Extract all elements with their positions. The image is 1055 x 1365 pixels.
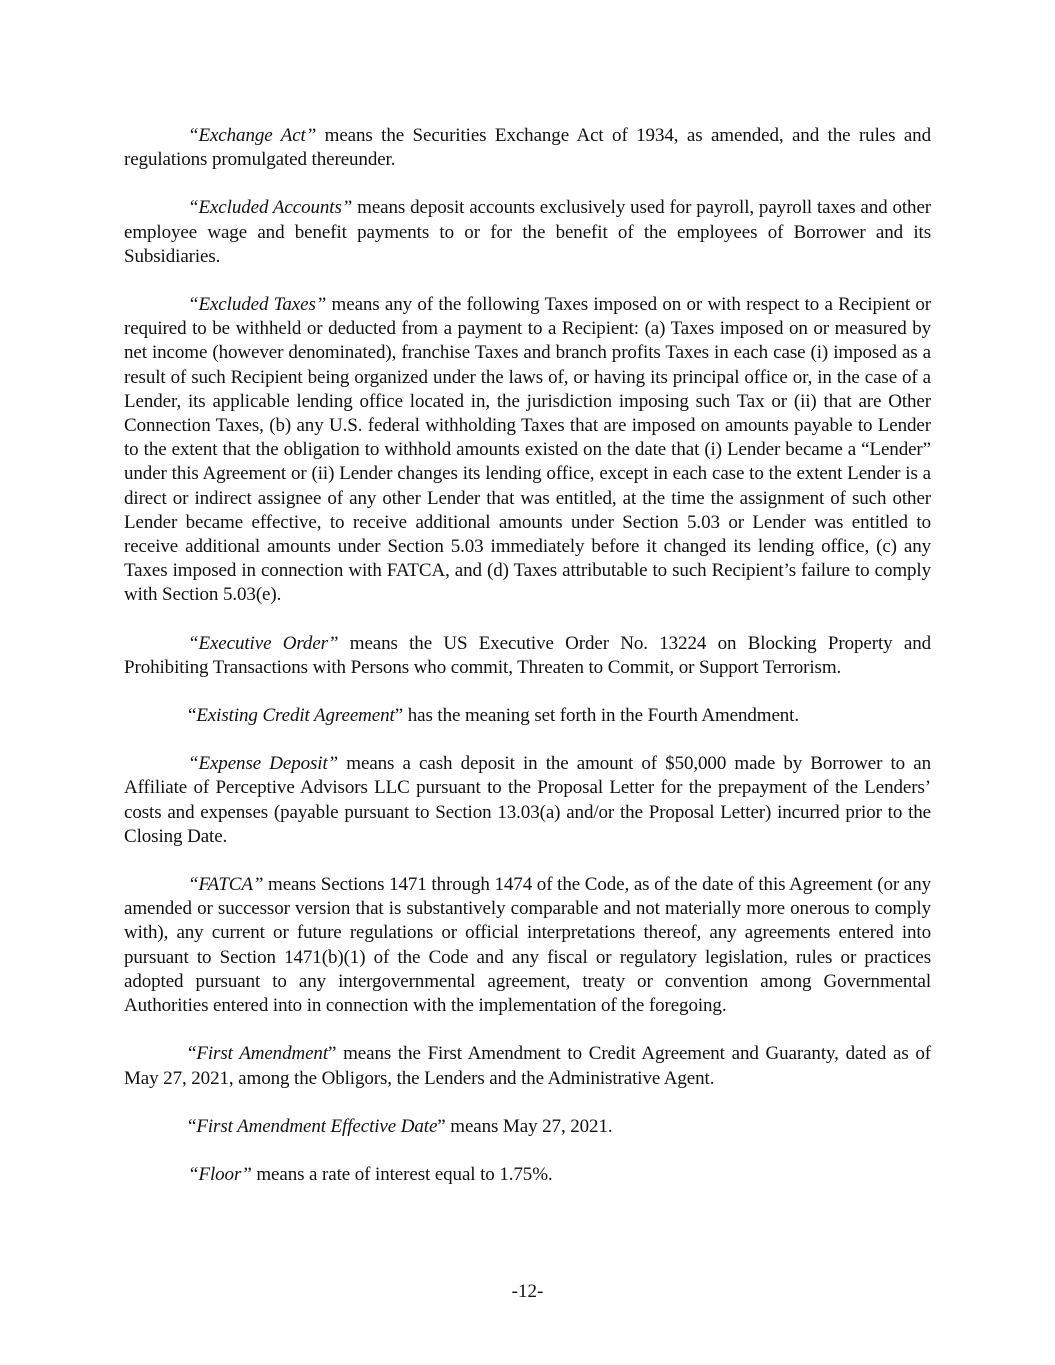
definition-text: means the Securities Exchange Act of 1934, as amended, and the rules and regulations promulgated thereunder. [124,125,931,171]
defined-term-open-quote: “ [188,125,199,146]
definition-text: means the First Amendment to Credit Agreement and Guaranty, dated as of May 27, 2021, among the Obligors, the Lenders and the Administrative Agent. [124,1043,931,1089]
definition-excluded-accounts [124,196,931,269]
definition-text: means any of the following Taxes imposed on or with respect to a Recipient or required to be withheld or deducted from a payment to a Recipient: (a) Taxes imposed on or measured by net income (however denominated), franchise Taxes and branch profits Taxes in each case (i) imposed as a result of such Recipient being organized under the laws of, or having its principal office or, in the case of a Lender, its applicable lending office located in, the jurisdiction imposing such Tax or (ii) that are Other Connection Taxes, (b) any U.S. federal withholding Taxes that are imposed on amounts payable to Lender to the extent that the obligation to withhold amounts existed on the date that (i) Lender became a “Lender” under this Agreement or (ii) Lender changes its lending office, except in each case to the extent Lender is a direct or indirect assignee of any other Lender that was entitled, at the time the assignment of such other Lender became effective, to receive additional amounts under Section 5.03 or Lender was entitled to receive additional amounts under Section 5.03 immediately before it changed its lending office, (c) any Taxes imposed in connection with FATCA, and (d) Taxes attributable to such Recipient’s failure to comply with Section 5.03(e). [124,294,931,606]
definition-text: has the meaning set forth in the Fourth Amendment. [403,705,800,727]
defined-term: First Amendment [196,1043,329,1065]
definition-text: means deposit accounts exclusively used for payroll, payroll taxes and other employee wage and benefit payments to or for the benefit of the employees of Borrower and its Subsidiaries. [124,197,931,267]
definition-text: means Sections 1471 through 1474 of the Code, as of the date of this Agreement (or any amended or successor version that is substantively comparable and not materially more onerous to comply with), any current or future regulations or official interpretations thereof, any agreements entered into pursuant to Section 1471(b)(1) of the Code and any fiscal or regulatory legislation, rules or practices adopted pursuant to any intergovernmental agreement, treaty or convention among Governmental Authorities entered into in connection with the implementation of the foregoing. [124,874,931,1017]
definition-first-amendment [124,1042,931,1090]
defined-term: Excluded Taxes” [198,294,327,316]
defined-term-close-quote: ” [328,1043,337,1065]
definition-expense-deposit [124,752,931,849]
defined-term: Expense Deposit” [198,753,339,775]
defined-term: FATCA” [198,874,264,896]
defined-term-open-quote: “ [188,197,199,219]
defined-term-open-quote: “ [188,1043,197,1065]
definition-text: means a rate of interest equal to 1.75%. [251,1163,553,1185]
defined-term-open-quote: “ [188,1115,197,1137]
defined-term-open-quote: “ [188,294,199,316]
definition-floor [124,1163,931,1187]
defined-term: Exchange Act” [198,125,317,146]
definition-executive-order [124,632,931,680]
defined-term: First Amendment Effective Date [196,1115,438,1137]
defined-term-close-quote: ” [394,705,404,727]
defined-term-close-quote: ” [437,1115,446,1137]
definition-excluded-taxes [124,293,931,608]
definition-text: means a cash deposit in the amount of $50,000 made by Borrower to an Affiliate of Perceptive Advisors LLC pursuant to the Proposal Letter for the prepayment of the Lenders’ costs and expenses (payable pursuant to Section 13.03(a) and/or the Proposal Letter) incurred prior to the Closing Date. [124,753,931,847]
definition-first-amendment-effective-date [124,1115,931,1139]
defined-term: Excluded Accounts” [198,197,353,219]
defined-term-open-quote: “ [188,753,199,775]
page-number: -12- [511,1281,544,1302]
defined-term-open-quote: “ [188,874,199,896]
definition-text: means May 27, 2021. [445,1115,613,1137]
defined-term: Floor” [198,1163,252,1185]
defined-term-open-quote: “ [188,632,199,654]
definition-text: means the US Executive Order No. 13224 on Blocking Property and Prohibiting Transactions with Persons who commit, Threaten to Commit, or Support Terrorism. [124,632,931,678]
defined-term: Executive Order” [198,632,339,654]
defined-term-open-quote: “ [188,1163,199,1185]
defined-term: Existing Credit Agreement [196,705,395,727]
defined-term-open-quote: “ [188,705,197,727]
definition-existing-credit-agreement [124,704,931,728]
definition-fatca [124,873,931,1018]
document-page [124,124,931,1211]
definition-exchange-act [124,124,931,172]
